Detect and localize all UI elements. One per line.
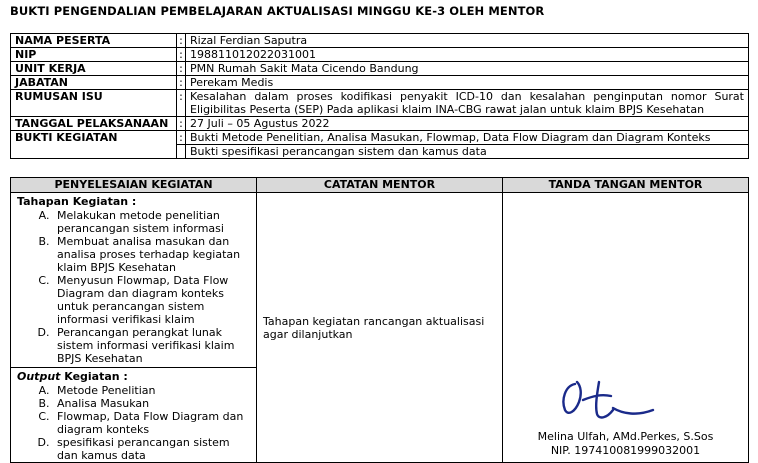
penyelesaian-cell — [11, 193, 257, 463]
separator: : — [177, 62, 186, 76]
value-bukti-kegiatan-2: Bukti spesifikasi perancangan sistem dan kamus data — [186, 145, 749, 159]
label-nama-peserta: NAMA PESERTA — [11, 34, 177, 48]
participant-info-table — [10, 33, 749, 159]
separator: : — [177, 117, 186, 131]
separator: : — [177, 76, 186, 90]
mentor-review-table — [10, 177, 749, 463]
header-catatan: CATATAN MENTOR — [257, 178, 503, 193]
list-item: D. Perancangan perangkat lunak sistem informasi verifikasi klaim BPJS Kesehatan — [53, 326, 252, 365]
body-row — [11, 193, 749, 463]
list-item: C. Menyusun Flowmap, Data Flow Diagram dan diagram konteks untuk perancangan sistem informasi verifikasi klaim — [53, 274, 252, 326]
value-bukti-kegiatan: Bukti Metode Penelitian, Analisa Masukan, Flowmap, Data Flow Diagram dan Diagram Konteks — [186, 131, 749, 145]
list-item: C. Flowmap, Data Flow Diagram dan diagram konteks — [53, 410, 252, 436]
separator: : — [177, 131, 186, 145]
list-item: B. Membuat analisa masukan dan analisa proses terhadap kegiatan klaim BPJS Kesehatan — [53, 235, 252, 274]
row-rumusan-isu — [11, 90, 749, 117]
row-nama-peserta — [11, 34, 749, 48]
section-divider — [11, 367, 256, 368]
tahapan-heading: Tahapan Kegiatan : — [17, 195, 137, 208]
mentor-nip: NIP. 197410081999032001 — [550, 444, 701, 457]
value-tanggal-pelaksanaan: 27 Juli – 05 Agustus 2022 — [186, 117, 749, 131]
output-heading-em: Output — [17, 370, 61, 383]
output-list — [15, 384, 252, 462]
output-heading — [17, 370, 252, 383]
list-item: A. Metode Penelitian — [53, 384, 252, 397]
label-rumusan-isu: RUMUSAN ISU — [11, 90, 177, 117]
row-bukti-kegiatan — [11, 131, 749, 145]
value-jabatan: Perekam Medis — [186, 76, 749, 90]
value-nip: 198811012022031001 — [186, 48, 749, 62]
label-jabatan: JABATAN — [11, 76, 177, 90]
row-unit-kerja — [11, 62, 749, 76]
header-penyelesaian: PENYELESAIAN KEGIATAN — [11, 178, 257, 193]
value-nama-peserta: Rizal Ferdian Saputra — [186, 34, 749, 48]
row-tanggal-pelaksanaan — [11, 117, 749, 131]
tanda-tangan-cell — [503, 193, 749, 463]
page-title: BUKTI PENGENDALIAN PEMBELAJARAN AKTUALISASI MINGGU KE-3 OLEH MENTOR — [10, 4, 545, 18]
label-unit-kerja: UNIT KERJA — [11, 62, 177, 76]
label-nip: NIP — [11, 48, 177, 62]
header-row — [11, 178, 749, 193]
label-bukti-kegiatan: BUKTI KEGIATAN — [11, 131, 177, 159]
row-nip — [11, 48, 749, 62]
separator: : — [177, 48, 186, 62]
catatan-cell — [257, 193, 503, 463]
signature-icon — [553, 374, 663, 430]
header-tanda-tangan: TANDA TANGAN MENTOR — [503, 178, 749, 193]
list-item: B. Analisa Masukan — [53, 397, 252, 410]
mentor-name: Melina Ulfah, AMd.Perkes, S.Sos — [537, 430, 714, 443]
row-jabatan — [11, 76, 749, 90]
separator: : — [177, 34, 186, 48]
catatan-text: Tahapan kegiatan rancangan aktualisasi agar dilanjutkan — [263, 314, 485, 341]
list-item: A. Melakukan metode penelitian perancangan sistem informasi — [53, 209, 252, 235]
separator: : — [177, 90, 186, 117]
list-item: D. spesifikasi perancangan sistem dan kamus data — [53, 436, 252, 462]
value-unit-kerja: PMN Rumah Sakit Mata Cicendo Bandung — [186, 62, 749, 76]
tahapan-list — [15, 209, 252, 365]
separator-empty — [177, 145, 186, 159]
output-heading-rest: Kegiatan : — [60, 370, 128, 383]
signature-area — [507, 374, 744, 430]
value-rumusan-isu: Kesalahan dalam proses kodifikasi penyakit ICD-10 dan kesalahan penginputan nomor Surat Eligibilitas Peserta (SEP) Pada aplikasi klaim INA-CBG rawat jalan untuk klaim BPJS Kesehatan — [186, 90, 749, 117]
label-tanggal-pelaksanaan: TANGGAL PELAKSANAAN — [11, 117, 177, 131]
